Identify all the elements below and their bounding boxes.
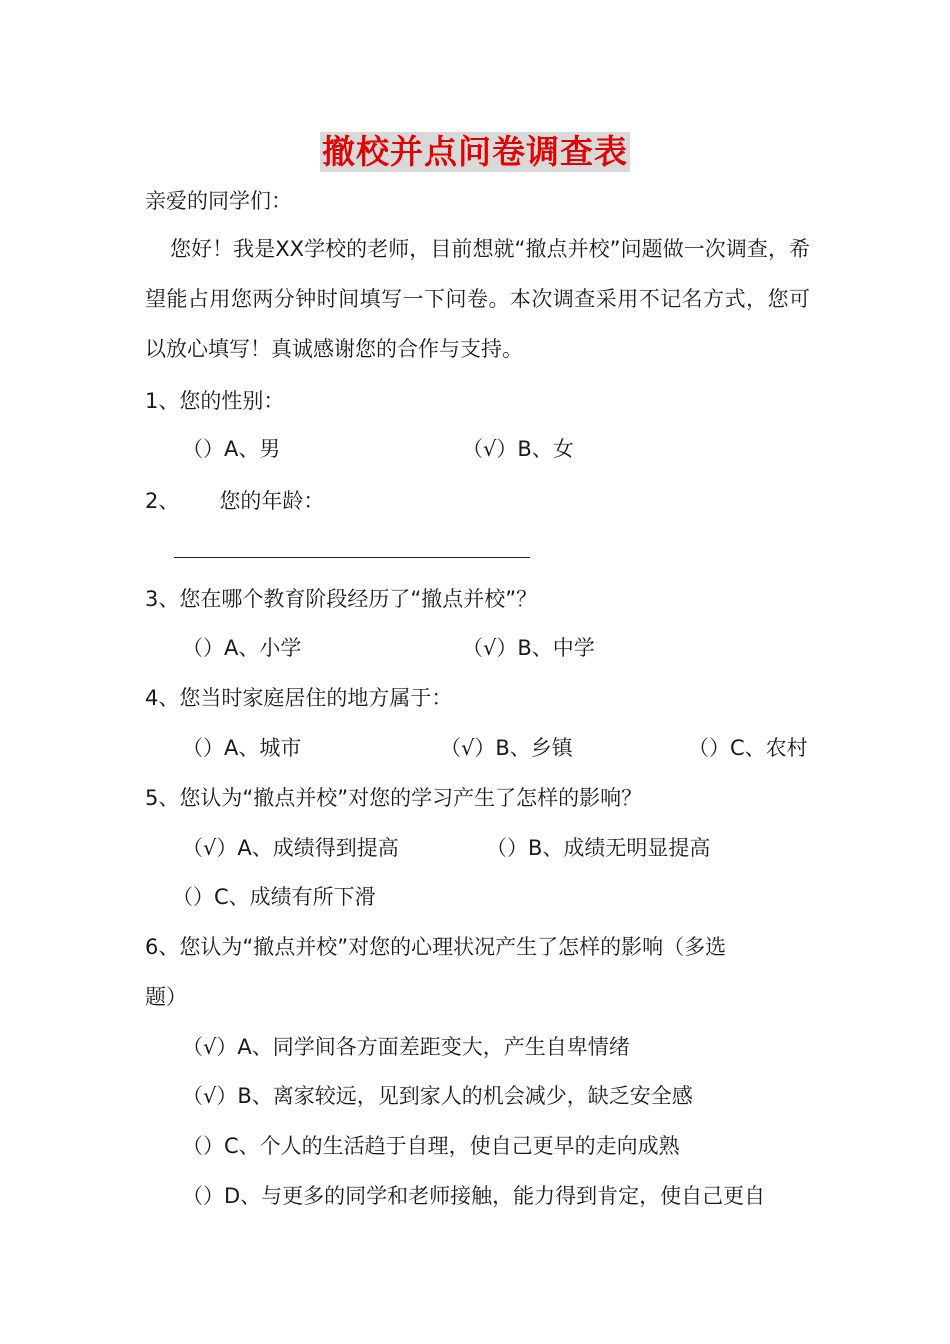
intro-text: 您好！我是XX学校的老师，目前想就“撤点并校”问题做一次调查，希望能占用您两分钟时间填写一下问卷。本次调查采用不记名方式，您可以放心填写！真诚感谢您的合作与支持。 (145, 237, 810, 361)
intro-paragraph (145, 224, 810, 374)
question-2-label (145, 486, 324, 516)
question-5-option-c[interactable]: （）C、成绩有所下滑 (172, 885, 376, 909)
question-3-label: 3、您在哪个教育阶段经历了“撤点并校”？ (145, 587, 538, 611)
question-4-option-a[interactable]: （）A、城市 (182, 736, 302, 760)
question-6-option-b[interactable]: （√）B、离家较远，见到家人的机会减少，缺乏安全感 (182, 1084, 693, 1108)
question-4-label: 4、您当时家庭居住的地方属于： (145, 686, 453, 710)
document-title: 撤校并点问卷调查表 (322, 132, 628, 171)
question-3-option-b[interactable]: （√）B、中学 (462, 636, 595, 660)
question-2-text: 您的年龄： (219, 489, 325, 513)
question-1-option-a[interactable]: （）A、男 (182, 437, 281, 461)
question-5-label: 5、您认为“撤点并校”对您的学习产生了怎样的影响？ (145, 786, 643, 810)
question-5-option-a[interactable]: （√）A、成绩得到提高 (182, 836, 399, 860)
question-4-option-b[interactable]: （√）B、乡镇 (440, 736, 573, 760)
title-container (0, 132, 950, 172)
age-answer-line[interactable] (174, 557, 530, 558)
question-6-option-d[interactable]: （）D、与更多的同学和老师接触，能力得到肯定，使自己更自 (182, 1184, 766, 1208)
question-2-number: 2、 (145, 489, 180, 513)
greeting: 亲爱的同学们： (145, 189, 292, 213)
question-1-option-b[interactable]: （√）B、女 (462, 437, 574, 461)
question-6-option-c[interactable]: （）C、个人的生活趋于自理，使自己更早的走向成熟 (182, 1134, 680, 1158)
question-6-label-line2: 题） (145, 985, 187, 1009)
question-3-option-a[interactable]: （）A、小学 (182, 636, 302, 660)
question-6-label-line1: 6、您认为“撤点并校”对您的心理状况产生了怎样的影响（多选 (145, 935, 727, 959)
question-4-option-c[interactable]: （）C、农村 (688, 736, 808, 760)
question-5-option-b[interactable]: （）B、成绩无明显提高 (486, 836, 711, 860)
question-1-label: 1、您的性别： (145, 389, 285, 413)
question-6-option-a[interactable]: （√）A、同学间各方面差距变大，产生自卑情绪 (182, 1035, 630, 1059)
